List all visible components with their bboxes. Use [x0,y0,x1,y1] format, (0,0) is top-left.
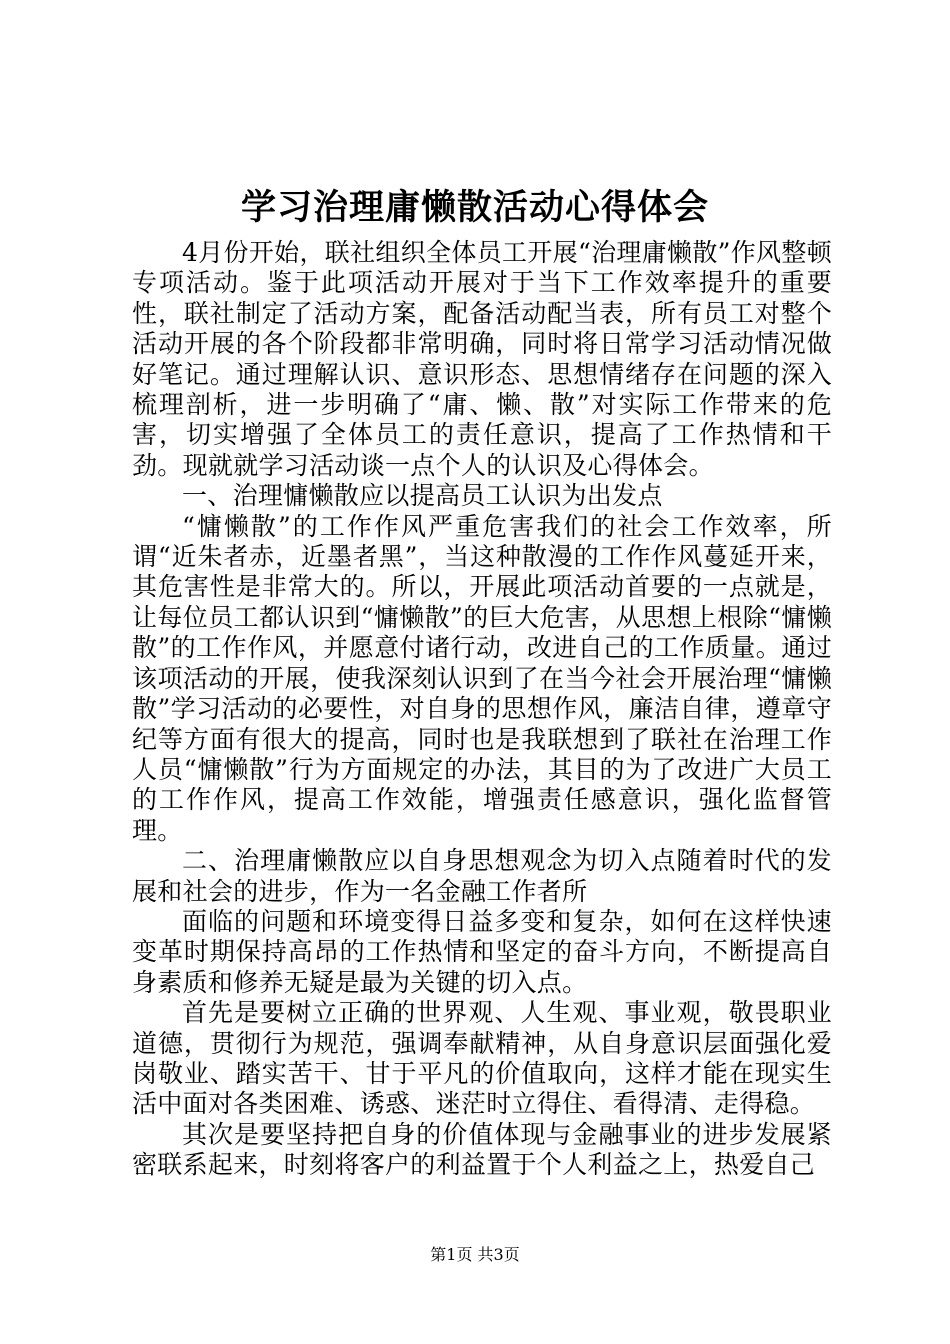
document-body [132,238,832,1181]
paragraph-section-2: 面临的问题和环境变得日益多变和复杂，如何在这样快速变革时期保持高昂的工作热情和坚定的奋斗方向，不断提高自身素质和修养无疑是最为关键的切入点。 [132,906,832,997]
section-heading-2: 二、治理庸懒散应以自身思想观念为切入点随着时代的发展和社会的进步，作为一名金融工作者所 [132,846,832,906]
paragraph-first-point: 首先是要树立正确的世界观、人生观、事业观，敬畏职业道德，贯彻行为规范，强调奉献精神，从自身意识层面强化爱岗敬业、踏实苦干、甘于平凡的价值取向，这样才能在现实生活中面对各类困难、诱惑、迷茫时立得住、看得清、走得稳。 [132,998,832,1119]
page-number-footer: 第1页 共3页 [430,1245,520,1264]
document-title: 学习治理庸懒散活动心得体会 [240,187,709,228]
paragraph-section-1: “慵懒散”的工作作风严重危害我们的社会工作效率，所谓“近朱者赤，近墨者黑”，当这种散漫的工作作风蔓延开来，其危害性是非常大的。所以，开展此项活动首要的一点就是，让每位员工都认识到“慵懒散”的巨大危害，从思想上根除“慵懒散”的工作作风，并愿意付诸行动，改进自己的工作质量。通过该项活动的开展，使我深刻认识到了在当今社会开展治理“慵懒散”学习活动的必要性，对自身的思想作风，廉洁自律，遵章守纪等方面有很大的提高，同时也是我联想到了联社在治理工作人员“慵懒散”行为方面规定的办法，其目的为了改进广大员工的工作作风，提高工作效能，增强责任感意识，强化监督管理。 [132,511,832,845]
paragraph-intro: 4月份开始，联社组织全体员工开展“治理庸懒散”作风整顿专项活动。鉴于此项活动开展对于当下工作效率提升的重要性，联社制定了活动方案，配备活动配当表，所有员工对整个活动开展的各个阶段都非常明确，同时将日常学习活动情况做好笔记。通过理解认识、意识形态、思想情绪存在问题的深入梳理剖析，进一步明确了“庸、懒、散”对实际工作带来的危害，切实增强了全体员工的责任意识，提高了工作热情和干劲。现就就学习活动谈一点个人的认识及心得体会。 [132,238,832,480]
section-heading-1: 一、治理慵懒散应以提高员工认识为出发点 [182,481,663,511]
paragraph-second-point: 其次是要坚持把自身的价值体现与金融事业的进步发展紧密联系起来，时刻将客户的利益置于个人利益之上，热爱自己 [132,1119,832,1180]
